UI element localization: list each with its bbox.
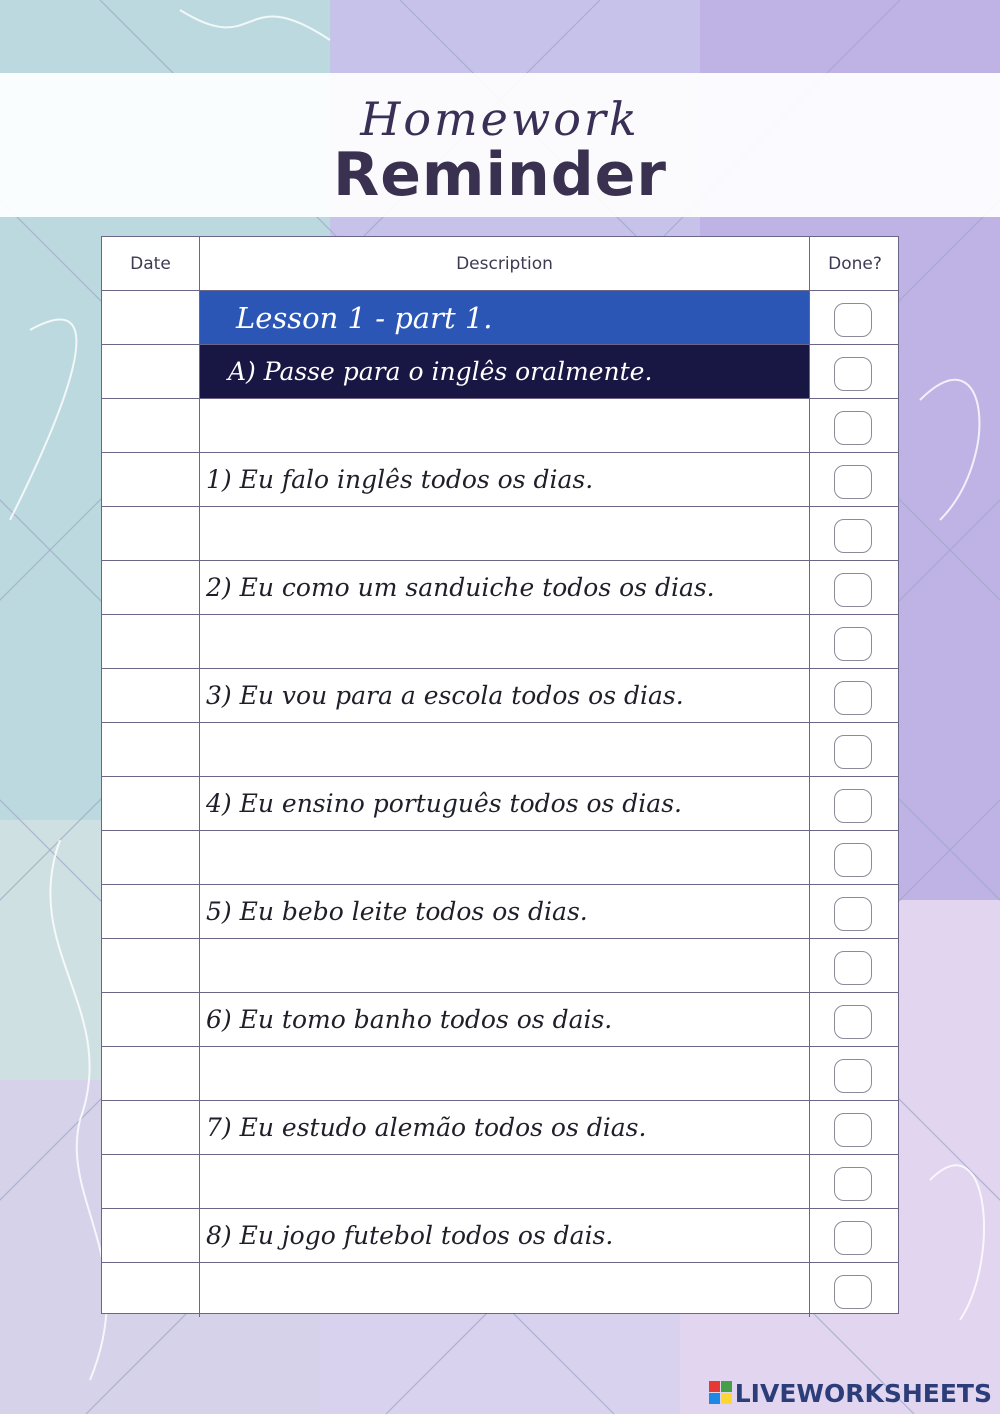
description-text: 8) Eu jogo futebol todos os dais. [206, 1221, 614, 1250]
done-cell [810, 723, 900, 776]
instruction-cell [200, 345, 810, 398]
date-header-label: Date [130, 254, 171, 274]
description-text: 5) Eu bebo leite todos os dias. [206, 897, 588, 926]
description-cell [200, 777, 810, 830]
description-text: Lesson 1 - part 1. [236, 301, 493, 335]
table-row [102, 1209, 898, 1263]
done-cell [810, 615, 900, 668]
done-checkbox[interactable] [834, 897, 872, 931]
description-header-label: Description [456, 254, 553, 274]
date-cell[interactable] [102, 777, 200, 830]
done-checkbox[interactable] [834, 843, 872, 877]
description-cell [200, 723, 810, 776]
table-row [102, 615, 898, 669]
done-checkbox[interactable] [834, 1113, 872, 1147]
done-cell [810, 507, 900, 560]
done-cell [810, 939, 900, 992]
done-header-label: Done? [828, 254, 882, 274]
date-cell[interactable] [102, 615, 200, 668]
done-cell [810, 831, 900, 884]
description-cell [200, 1101, 810, 1154]
date-cell[interactable] [102, 561, 200, 614]
done-cell [810, 453, 900, 506]
done-checkbox[interactable] [834, 1275, 872, 1309]
table-row [102, 777, 898, 831]
logo-text: LIVEWORKSHEETS [734, 1378, 992, 1408]
table-row [102, 561, 898, 615]
date-cell[interactable] [102, 669, 200, 722]
date-cell[interactable] [102, 831, 200, 884]
done-checkbox[interactable] [834, 951, 872, 985]
done-cell [810, 561, 900, 614]
liveworksheets-logo [709, 1378, 992, 1408]
description-cell [200, 399, 810, 452]
description-cell [200, 669, 810, 722]
description-text: 3) Eu vou para a escola todos os dias. [206, 681, 684, 710]
description-cell [200, 1263, 810, 1317]
date-column-header [102, 237, 200, 290]
description-cell [200, 1155, 810, 1208]
homework-table [101, 236, 899, 1314]
date-cell[interactable] [102, 507, 200, 560]
description-cell [200, 453, 810, 506]
description-cell [200, 615, 810, 668]
date-cell[interactable] [102, 1263, 200, 1317]
done-cell [810, 1101, 900, 1154]
table-header-row [102, 237, 898, 291]
done-checkbox[interactable] [834, 681, 872, 715]
table-row [102, 399, 898, 453]
done-cell [810, 777, 900, 830]
date-cell[interactable] [102, 453, 200, 506]
table-row [102, 1263, 898, 1317]
description-column-header [200, 237, 810, 290]
table-row [102, 507, 898, 561]
done-cell [810, 885, 900, 938]
date-cell[interactable] [102, 1047, 200, 1100]
done-cell [810, 1209, 900, 1262]
table-row [102, 831, 898, 885]
description-cell [200, 885, 810, 938]
date-cell[interactable] [102, 1155, 200, 1208]
done-cell [810, 669, 900, 722]
done-checkbox[interactable] [834, 1167, 872, 1201]
done-checkbox[interactable] [834, 465, 872, 499]
date-cell[interactable] [102, 345, 200, 398]
done-cell [810, 1047, 900, 1100]
done-checkbox[interactable] [834, 411, 872, 445]
description-cell [200, 939, 810, 992]
table-row [102, 1101, 898, 1155]
done-checkbox[interactable] [834, 627, 872, 661]
done-cell [810, 1263, 900, 1317]
done-cell [810, 345, 900, 398]
description-text: 4) Eu ensino português todos os dias. [206, 789, 682, 818]
done-column-header [810, 237, 900, 290]
done-checkbox[interactable] [834, 303, 872, 337]
table-row [102, 939, 898, 993]
done-checkbox[interactable] [834, 1221, 872, 1255]
done-cell [810, 399, 900, 452]
description-cell [200, 1209, 810, 1262]
done-checkbox[interactable] [834, 789, 872, 823]
date-cell[interactable] [102, 291, 200, 344]
done-checkbox[interactable] [834, 1059, 872, 1093]
description-text: 6) Eu tomo banho todos os dais. [206, 1005, 613, 1034]
done-cell [810, 1155, 900, 1208]
done-checkbox[interactable] [834, 519, 872, 553]
table-row [102, 1155, 898, 1209]
done-cell [810, 993, 900, 1046]
date-cell[interactable] [102, 939, 200, 992]
table-row [102, 993, 898, 1047]
done-checkbox[interactable] [834, 735, 872, 769]
date-cell[interactable] [102, 399, 200, 452]
lesson-title-cell [200, 291, 810, 344]
table-row [102, 345, 898, 399]
description-cell [200, 1047, 810, 1100]
page-title: Reminder [333, 140, 667, 210]
date-cell[interactable] [102, 1209, 200, 1262]
done-checkbox[interactable] [834, 357, 872, 391]
description-text: 7) Eu estudo alemão todos os dias. [206, 1113, 647, 1142]
description-text: 1) Eu falo inglês todos os dias. [206, 465, 594, 494]
date-cell[interactable] [102, 885, 200, 938]
date-cell[interactable] [102, 993, 200, 1046]
table-row [102, 723, 898, 777]
date-cell[interactable] [102, 1101, 200, 1154]
description-cell [200, 831, 810, 884]
logo-icon [709, 1381, 733, 1405]
table-row [102, 1047, 898, 1101]
date-cell[interactable] [102, 723, 200, 776]
table-row [102, 291, 898, 345]
table-row [102, 669, 898, 723]
done-checkbox[interactable] [834, 573, 872, 607]
title-script: Homework [360, 92, 640, 146]
description-cell [200, 561, 810, 614]
done-checkbox[interactable] [834, 1005, 872, 1039]
table-row [102, 453, 898, 507]
description-text: A) Passe para o inglês oralmente. [228, 357, 653, 386]
done-cell [810, 291, 900, 344]
description-cell [200, 507, 810, 560]
description-cell [200, 993, 810, 1046]
table-row [102, 885, 898, 939]
description-text: 2) Eu como um sanduiche todos os dias. [206, 573, 715, 602]
